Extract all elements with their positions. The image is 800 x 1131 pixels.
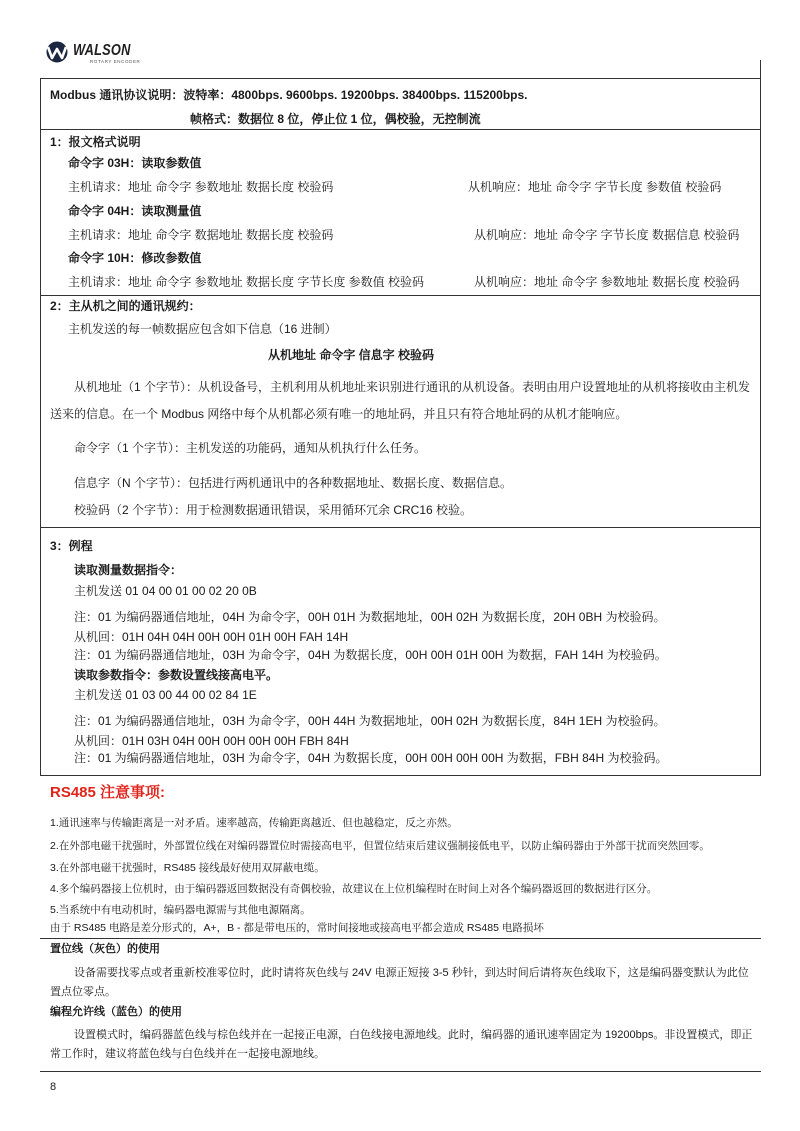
table-bottom-border [40,775,761,776]
example-param-reply: 从机回：01H 03H 04H 00H 00H 00H 00H FBH 84H [74,734,349,748]
table-left-border [40,78,41,776]
example-measure-send-note: 注：01 为编码器通信地址，04H 为命令字，00H 01H 为数据地址，00H 02H 为数据长度，20H 0BH 为校验码。 [74,610,666,624]
command-03h-request: 主机请求：地址 命令字 参数地址 数据长度 校验码 [68,180,334,194]
example-param-send: 主机发送 01 03 00 44 00 02 84 1E [74,688,257,702]
example-measure-reply-note: 注：01 为编码器通信地址，03H 为命令字，04H 为数据长度，00H 00H 01H 00H 为数据，FAH 14H 为校验码。 [74,648,667,662]
rs485-warning: 由于 RS485 电路是差分形式的，A+，B - 都是带电压的，常时间接地或接高电平都会造成 RS485 电路损坏 [50,922,544,934]
command-10h-request: 主机请求：地址 命令字 参数地址 数据长度 字节长度 参数值 校验码 [68,275,425,289]
rs485-note-item: 3.在外部电磁干扰强时，RS485 接线最好使用双屏蔽电缆。 [50,862,325,874]
preset-line-text: 设备需要找零点或者重新校准零位时，此时请将灰色线与 24V 电源正短接 3-5 秒针，到达时间后请将灰色线取下，这是编码器变默认为此位置点位零点。 [50,967,749,998]
rs485-note-item: 4.多个编码器接上位机时，由于编码器返回数据没有奇偶校验，故建议在上位机编程时在时间上对各个编码器返回的数据进行区分。 [50,883,658,895]
command-10h-response: 从机响应：地址 命令字 参数地址 数据长度 校验码 [474,275,740,289]
command-03h-title: 命令字 03H：读取参数值 [68,156,202,170]
protocol-frame-line: 帧格式：数据位 8 位，停止位 1 位，偶校验，无控制流 [190,112,481,126]
command-04h-response: 从机响应：地址 命令字 字节长度 数据信息 校验码 [474,228,740,242]
walson-logo-icon [43,40,73,64]
command-10h-title: 命令字 10H：修改参数值 [68,251,202,265]
table-row-divider [40,527,761,528]
logo-tagline-text: ROTARY ENCODER [90,59,141,64]
rules-title: 2：主从机之间的通讯规约： [50,299,201,313]
table-right-border [760,60,761,776]
footer-divider [40,1071,761,1072]
example-measure-send: 主机发送 01 04 00 01 00 02 20 0B [74,584,257,598]
rs485-note-item: 5.当系统中有电动机时，编码器电源需与其他电源隔离。 [50,904,311,916]
command-04h-title: 命令字 04H：读取测量值 [68,204,202,218]
rules-command-description: 命令字（1 个字节）：主机发送的功能码，通知从机执行什么任务。 [74,441,427,455]
page-number: 8 [50,1081,57,1093]
logo-brand-text: WALSON [73,42,131,59]
examples-title: 3：例程 [50,539,93,553]
rs485-note-item: 1.通讯速率与传输距离是一对矛盾。速率越高，传输距离越近、但也越稳定，反之亦然。 [50,817,458,829]
rules-frame-fields: 从机地址 命令字 信息字 校验码 [268,348,435,362]
example-measure-title: 读取测量数据指令： [74,563,183,577]
example-param-reply-note: 注：01 为编码器通信地址，03H 为命令字，04H 为数据长度，00H 00H 00H 00H 为数据，FBH 84H 为校验码。 [74,751,668,765]
rules-check-description: 校验码（2 个字节）：用于检测数据通讯错误，采用循环冗余 CRC16 校验。 [74,503,473,517]
rules-address-description: 从机地址（1 个字节）：从机设备号，主机利用从机地址来识别进行通讯的从机设备。表明由用户设置地址的从机将接收由主机发送来的信息。在一个 Modbus 网络中每个从机都必须有唯一的地址码，并且只有符合地址码的从机才能响应。 [50,380,751,421]
program-line-title: 编程允许线（蓝色）的使用 [50,1006,182,1018]
section-divider [40,938,761,939]
rs485-notes-title: RS485 注意事项: [50,784,166,801]
command-03h-response: 从机响应：地址 命令字 字节长度 参数值 校验码 [468,180,722,194]
rules-intro: 主机发送的每一帧数据应包含如下信息（16 进制） [68,322,337,336]
table-row-divider [40,295,761,296]
protocol-baud-line: Modbus 通讯协议说明：波特率：4800bps. 9600bps. 19200bps. 38400bps. 115200bps. [50,88,528,102]
rules-info-description: 信息字（N 个字节）：包括进行两机通讯中的各种数据地址、数据长度、数据信息。 [74,476,513,490]
rs485-note-item: 2.在外部电磁干扰强时，外部置位线在对编码器置位时需接高电平，但置位结束后建议强制接低电平，以防止编码器由于外部干扰而突然回零。 [50,840,710,852]
example-param-send-note: 注：01 为编码器通信地址，03H 为命令字，00H 44H 为数据地址，00H 02H 为数据长度，84H 1EH 为校验码。 [74,714,666,728]
command-04h-request: 主机请求：地址 命令字 数据地址 数据长度 校验码 [68,228,334,242]
example-measure-reply: 从机回：01H 04H 04H 00H 00H 01H 00H FAH 14H [74,630,349,644]
table-row-divider [40,129,761,130]
preset-line-title: 置位线（灰色）的使用 [50,943,160,955]
table-top-border [40,78,761,79]
program-line-text: 设置模式时，编码器蓝色线与棕色线并在一起接正电源，白色线接电源地线。此时，编码器的通讯速率固定为 19200bps。非设置模式，即正常工作时，建议将蓝色线与白色线并在一起接电源地线。 [50,1029,753,1060]
example-param-title: 读取参数指令：参数设置线接高电平。 [74,668,279,682]
message-format-title: 1：报文格式说明 [50,135,141,149]
